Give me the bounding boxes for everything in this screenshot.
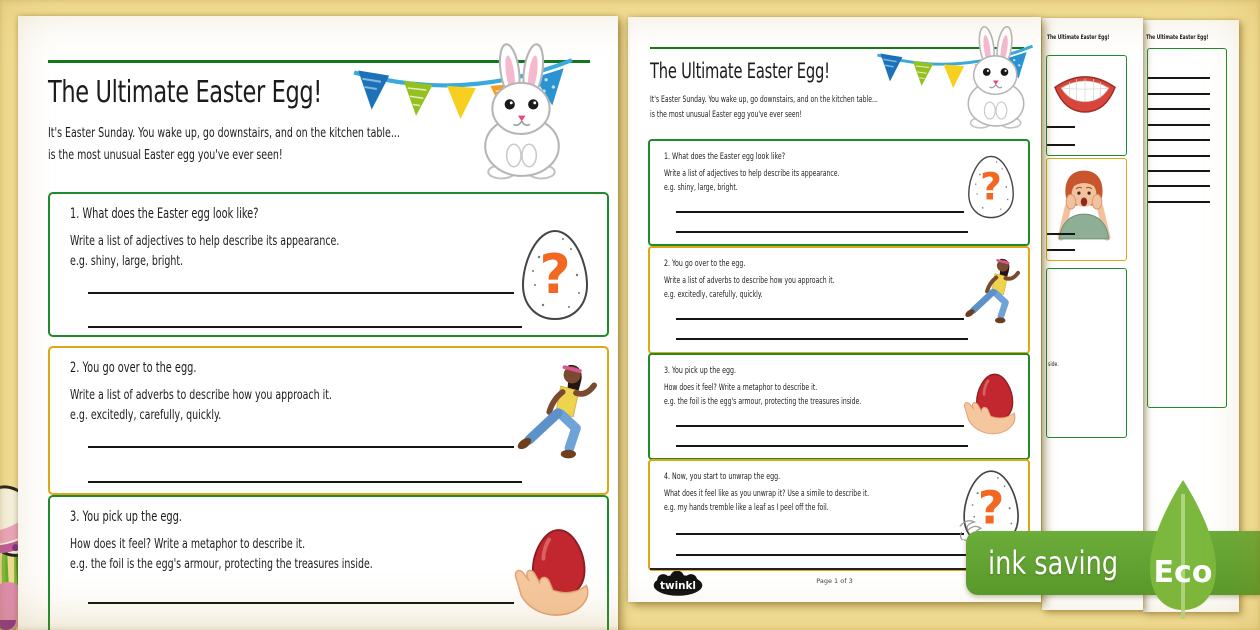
writing-line bbox=[1148, 201, 1210, 203]
writing-line bbox=[1148, 185, 1210, 187]
hand-holding-egg-icon bbox=[509, 523, 595, 625]
question-instruction: Write a list of adjectives to help describe its appearance. bbox=[70, 233, 340, 249]
worksheet-page-1 bbox=[628, 17, 1041, 602]
truncated-text: side. bbox=[1048, 360, 1059, 368]
metaphor-question-box bbox=[1046, 268, 1127, 438]
writing-line bbox=[1047, 126, 1075, 128]
question-example: e.g. my hands tremble like a leaf as I peel off the foil. bbox=[664, 503, 829, 513]
running-girl-icon bbox=[962, 252, 1020, 332]
footer-rule bbox=[650, 568, 1020, 570]
writing-line bbox=[676, 533, 964, 535]
writing-line bbox=[1047, 233, 1075, 235]
mystery-egg-icon bbox=[966, 153, 1016, 221]
intro-line-2: is the most unusual Easter egg you've ever seen! bbox=[650, 110, 803, 120]
question-box-2 bbox=[48, 346, 609, 495]
mystery-egg-icon bbox=[519, 226, 591, 324]
question-instruction: Write a list of adverbs to describe how you approach it. bbox=[664, 276, 835, 286]
lined-answer-box bbox=[1147, 48, 1227, 408]
writing-line bbox=[88, 326, 522, 328]
question-box-3 bbox=[648, 353, 1030, 460]
question-box-3 bbox=[48, 495, 609, 630]
question-instruction: Write a list of adverbs to describe how you approach it. bbox=[70, 387, 332, 403]
worksheet-page-1-large-preview bbox=[18, 16, 618, 630]
writing-line bbox=[676, 425, 964, 427]
writing-line bbox=[88, 602, 514, 604]
question-example: e.g. the foil is the egg's armour, protecting the treasures inside. bbox=[664, 397, 862, 407]
question-instruction: What does it feel like as you unwrap it? Use a simile to describe it. bbox=[664, 489, 870, 499]
page-title: The Ultimate Easter Egg! bbox=[48, 75, 322, 110]
writing-line bbox=[1148, 139, 1210, 141]
question-prompt: 3. You pick up the egg. bbox=[70, 509, 182, 525]
question-prompt: 2. You go over to the egg. bbox=[664, 259, 746, 269]
page-title: The Ultimate Easter Egg! bbox=[650, 59, 830, 83]
writing-line bbox=[1148, 77, 1210, 79]
writing-line bbox=[1148, 93, 1210, 95]
page-header: The Ultimate Easter Egg! bbox=[1047, 33, 1110, 41]
page-header: The Ultimate Easter Egg! bbox=[1146, 33, 1209, 41]
easter-bunny-icon bbox=[956, 25, 1036, 129]
intro-line-1: It's Easter Sunday. You wake up, go downstairs, and on the kitchen table... bbox=[650, 95, 878, 105]
question-example: e.g. excitedly, carefully, quickly. bbox=[70, 407, 222, 423]
smile-question-box bbox=[1046, 55, 1127, 156]
writing-line bbox=[88, 292, 514, 294]
surprised-person-icon bbox=[1055, 165, 1113, 243]
question-prompt: 3. You pick up the egg. bbox=[664, 366, 736, 376]
question-box-1 bbox=[648, 139, 1030, 246]
question-instruction: How does it feel? Write a metaphor to describe it. bbox=[664, 383, 818, 393]
question-example: e.g. shiny, large, bright. bbox=[664, 183, 738, 193]
eco-label: Eco bbox=[1153, 555, 1213, 590]
question-instruction: Write a list of adjectives to help describe its appearance. bbox=[664, 169, 840, 179]
running-girl-icon bbox=[513, 356, 597, 470]
easter-bunny-icon bbox=[470, 42, 574, 180]
writing-line bbox=[676, 318, 964, 320]
eco-leaf-icon bbox=[1146, 478, 1220, 620]
question-prompt: 1. What does the Easter egg look like? bbox=[664, 152, 786, 162]
question-example: e.g. the foil is the egg's armour, protecting the treasures inside. bbox=[70, 556, 373, 572]
question-prompt: 4. Now, you start to unwrap the egg. bbox=[664, 472, 781, 482]
question-example: e.g. excitedly, carefully, quickly. bbox=[664, 290, 763, 300]
intro-line-2: is the most unusual Easter egg you've ever seen! bbox=[48, 147, 283, 163]
writing-line bbox=[1148, 124, 1210, 126]
big-smile-icon bbox=[1052, 68, 1118, 120]
hand-holding-egg-icon bbox=[960, 369, 1020, 441]
question-box-1 bbox=[48, 192, 609, 337]
page-number-label: Page 1 of 3 bbox=[816, 577, 853, 585]
question-box-2 bbox=[648, 246, 1030, 354]
writing-line bbox=[1047, 144, 1075, 146]
question-instruction: How does it feel? Write a metaphor to describe it. bbox=[70, 536, 306, 552]
writing-line bbox=[88, 481, 522, 483]
question-prompt: 2. You go over to the egg. bbox=[70, 360, 197, 376]
writing-line bbox=[1148, 108, 1210, 110]
question-prompt: 1. What does the Easter egg look like? bbox=[70, 206, 259, 222]
writing-line bbox=[88, 446, 514, 448]
writing-line bbox=[676, 231, 968, 233]
intro-line-1: It's Easter Sunday. You wake up, go downstairs, and on the kitchen table... bbox=[48, 125, 400, 141]
ink-saving-label: ink saving bbox=[988, 544, 1119, 582]
writing-line bbox=[1148, 170, 1210, 172]
question-example: e.g. shiny, large, bright. bbox=[70, 253, 184, 269]
writing-line bbox=[676, 445, 968, 447]
writing-line bbox=[676, 554, 968, 556]
writing-line bbox=[1148, 155, 1210, 157]
worksheet-page-2-edge bbox=[1042, 18, 1143, 610]
writing-line bbox=[676, 211, 964, 213]
writing-line bbox=[676, 338, 968, 340]
surprised-question-box bbox=[1046, 158, 1127, 261]
writing-line bbox=[1047, 249, 1075, 251]
